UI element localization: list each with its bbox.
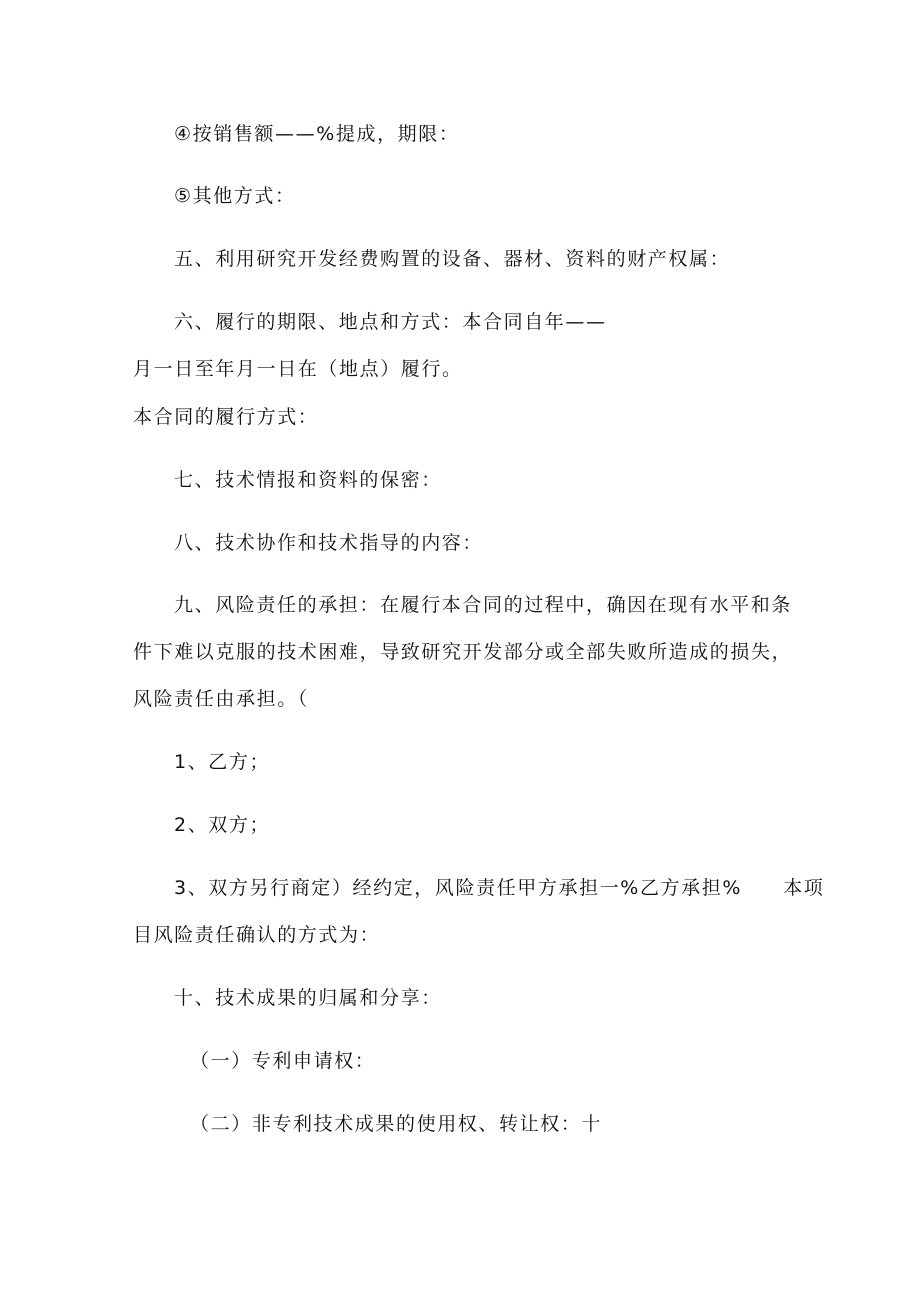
item-commission-by-sales: ④按销售额——%提成，期限： bbox=[174, 123, 460, 145]
clause-6-performance-dates: 月一日至年月一日在（地点）履行。 bbox=[133, 358, 463, 380]
option-other-agreement-line-1: 3、双方另行商定）经约定，风险责任甲方承担一%乙方承担% 本项 bbox=[174, 877, 825, 899]
subclause-patent-application-right: （一）专利申请权： bbox=[190, 1050, 376, 1072]
option-other-agreement-line-2: 目风险责任确认的方式为： bbox=[133, 924, 381, 946]
clause-9-risk-line-2: 件下难以克服的技术困难，导致研究开发部分或全部失败所造成的损失， bbox=[133, 641, 793, 663]
clause-7-confidentiality: 七、技术情报和资料的保密： bbox=[174, 469, 442, 491]
clause-5-property-ownership: 五、利用研究开发经费购置的设备、器材、资料的财产权属： bbox=[174, 248, 731, 270]
subclause-non-patent-rights: （二）非专利技术成果的使用权、转让权：十 bbox=[190, 1113, 603, 1135]
clause-8-technical-cooperation: 八、技术协作和技术指导的内容： bbox=[174, 532, 484, 554]
option-both-parties: 2、双方； bbox=[174, 814, 271, 836]
option-party-b: 1、乙方； bbox=[174, 751, 271, 773]
clause-6-performance-term: 六、履行的期限、地点和方式：本合同自年—— bbox=[174, 311, 607, 333]
clause-9-risk-line-1: 九、风险责任的承担：在履行本合同的过程中，确因在现有水平和条 bbox=[174, 594, 793, 616]
item-other-methods: ⑤其他方式： bbox=[174, 185, 296, 207]
clause-6-performance-method: 本合同的履行方式： bbox=[133, 406, 319, 428]
clause-9-risk-line-3: 风险责任由承担。（ bbox=[133, 688, 309, 710]
clause-10-results-ownership: 十、技术成果的归属和分享： bbox=[174, 987, 442, 1009]
